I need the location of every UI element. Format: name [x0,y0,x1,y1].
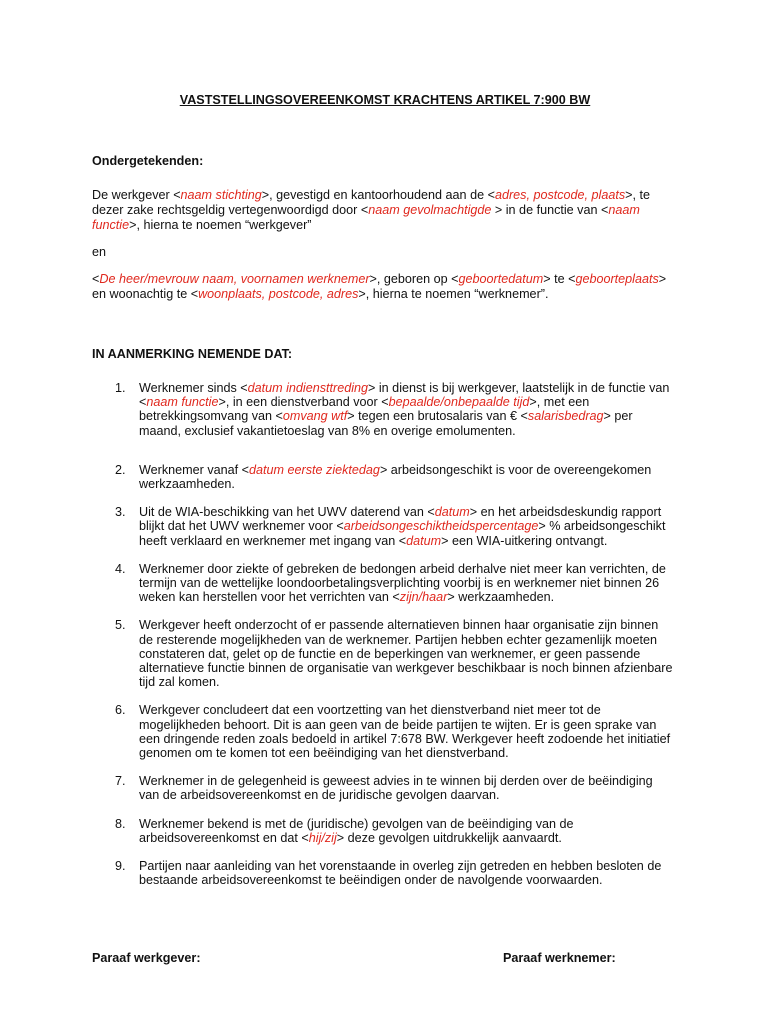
werkgever-paragraph: De werkgever <naam stichting>, gevestigd en kantoorhoudend aan de <adres, postcode, plaats>, te dezer zake rechtsgeldig vertegenwoordigd door <naam gevolmachtigde > in de functie van <naam functie>, hierna te noemen “werkgever” [92,188,651,233]
placeholder-woonplaats: woonplaats, postcode, adres [198,287,359,302]
list-item: 8. Werknemer bekend is met de (juridische) gevolgen van de beëindiging van de arbeidsovereenkomst en dat <hij/zij> deze gevolgen uitdrukkelijk aanvaardt. [115,816,574,845]
considerations-list [92,381,674,887]
aanmerking-heading: IN AANMERKING NEMENDE DAT: [92,347,293,361]
list-item: 9. Partijen naar aanleiding van het vorenstaande in overleg zijn getreden en hebben besloten de bestaande arbeidsovereenkomst te beëindigen onder de navolgende voorwaarden. [115,859,662,888]
paraaf-werknemer-label: Paraaf werknemer: [503,951,616,965]
en-text: en [92,245,107,259]
placeholder-geboortedatum: geboortedatum [458,272,544,286]
placeholder-naam-functie: naam functie [92,203,640,233]
placeholder-naam-stichting: naam stichting [180,188,262,202]
list-item: 1. Werknemer sinds <datum indiensttreding> in dienst is bij werkgever, laatstelijk in de functie van <naam functie>, in een dienstverband voor <bepaalde/onbepaalde tijd>, met een betrekkingsomvang van <omvang wtf> tegen een brutosalaris van € <salarisbedrag> per maand, exclusief vakantietoeslag van 8% en overige emolumenten. [115,381,670,438]
list-item: 3. Uit de WIA-beschikking van het UWV daterend van <datum> en het arbeidsdeskundig rapport blijkt dat het UWV werknemer voor <arbeidsongeschiktheidspercentage> % arbeidsongeschikt heeft verklaard en werknemer met ingang van <datum> een WIA-uitkering ontvangt. [115,505,666,548]
list-item: 7. Werknemer in de gelegenheid is geweest advies in te winnen bij derden over de beëindiging van de arbeidsovereenkomst en de juridische gevolgen daarvan. [115,774,653,803]
document-title: VASTSTELLINGSOVEREENKOMST KRACHTENS ARTIKEL 7:900 BW [179,93,591,107]
ondergetekenden-heading: Ondergetekenden: [92,154,204,168]
list-item: 2. Werknemer vanaf <datum eerste ziektedag> arbeidsongeschikt is voor de overeengekomen werkzaamheden. [115,462,652,492]
placeholder-adres: adres, postcode, plaats [494,188,626,202]
placeholder-geboorteplaats: geboorteplaats [575,272,659,286]
list-item: 6. Werkgever concludeert dat een voortzetting van het dienstverband niet meer tot de mogelijkheden behoort. Dit is aan geen van de beide partijen te wijten. Er is geen sprake van een dringende reden zoals bedoeld in artikel 7:678 BW. Werkgever heeft zodoende het initiatief genomen om te komen tot een beëindiging van het dienstverband. [115,703,671,761]
placeholder-naam-werknemer: De heer/mevrouw naam, voornamen werknemer [99,272,370,286]
paraaf-werkgever-label: Paraaf werkgever: [92,951,201,965]
placeholder-naam-gevolmachtigde: naam gevolmachtigde [368,203,492,218]
list-item: 5. Werkgever heeft onderzocht of er passende alternatieven binnen haar organisatie zijn binnen de resterende mogelijkheden van de werknemer. Partijen hebben echter gezamenlijk moeten constateren dat, gelet op de functie en de beperkingen van werknemer, er geen passende alternatieve functie binnen de organisatie van werkgever beschikbaar is noch binnen afzienbare tijd zal komen. [115,618,673,690]
list-item: 4. Werknemer door ziekte of gebreken de bedongen arbeid derhalve niet meer kan verrichten, de termijn van de wettelijke loondoorbetalingsverplichting voorbij is en werknemer niet binnen 26 weken kan herstellen voor het verrichten van <zijn/haar> werkzaamheden. [115,561,666,605]
werknemer-paragraph: <De heer/mevrouw naam, voornamen werknemer>, geboren op <geboortedatum> te <geboorteplaats> en woonachtig te <woonplaats, postcode, adres>, hierna te noemen “werknemer”. [92,272,667,302]
